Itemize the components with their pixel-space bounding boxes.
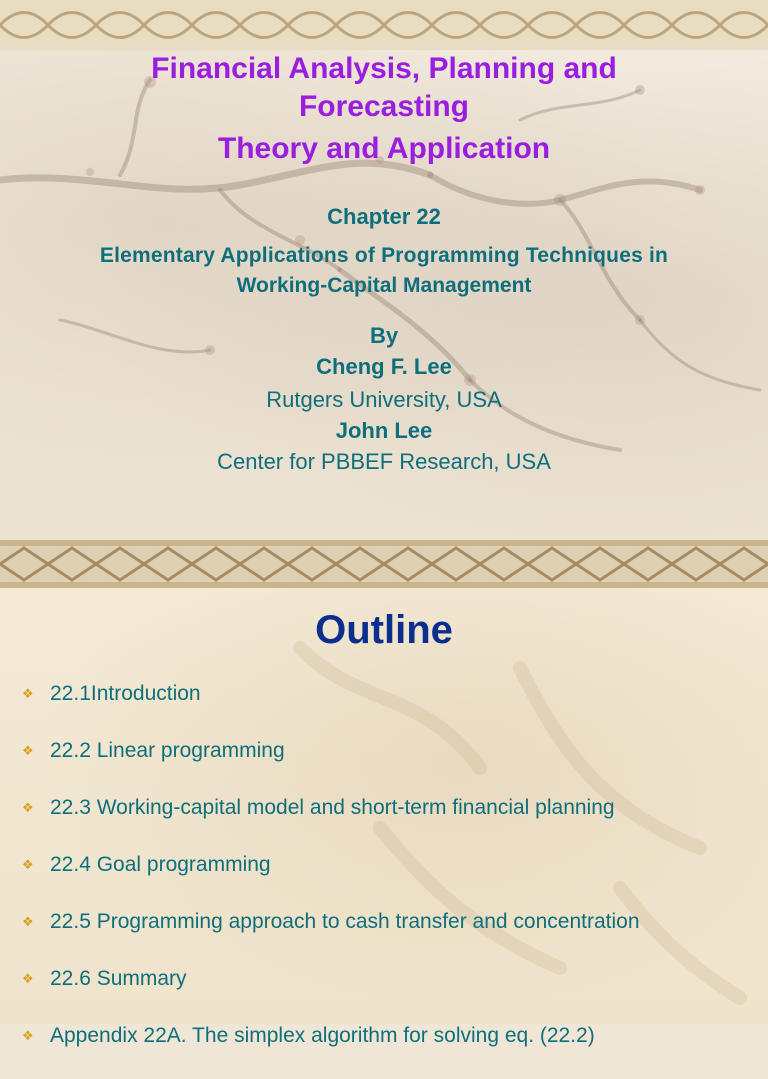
outline-heading: Outline — [315, 608, 453, 652]
diamond-bullet-icon: ❖ — [22, 686, 34, 701]
outline-list — [22, 680, 762, 1079]
diamond-bullet-icon: ❖ — [22, 971, 34, 986]
diamond-bullet-icon: ❖ — [22, 800, 34, 815]
outline-slide — [0, 588, 768, 1047]
diamond-bullet-icon: ❖ — [22, 743, 34, 758]
chapter-subtitle-line-1: Elementary Applications of Programming Techniques in — [99, 244, 669, 267]
outline-item-text: 22.4 Goal programming — [50, 853, 271, 876]
diamond-bullet-icon: ❖ — [22, 914, 34, 929]
outline-item-text: 22.1Introduction — [50, 682, 201, 705]
diamond-bullet-icon: ❖ — [22, 857, 34, 872]
slide-title-line-1: Financial Analysis, Planning and — [151, 52, 617, 85]
list-item — [22, 851, 762, 908]
outline-item-text: Appendix 22A. The simplex algorithm for solving eq. (22.2) — [50, 1024, 595, 1047]
outline-item-text: 22.5 Programming approach to cash transfer and concentration — [50, 910, 640, 933]
decorative-top-border — [0, 0, 768, 50]
outline-item-text: 22.3 Working-capital model and short-term financial planning — [50, 796, 615, 819]
slide-title-line-2: Forecasting — [298, 90, 470, 123]
list-item — [22, 680, 762, 737]
by-label: By — [369, 323, 399, 348]
chapter-label: Chapter 22 — [327, 204, 441, 229]
diamond-bullet-icon: ❖ — [22, 1028, 34, 1043]
author-name: John Lee — [335, 418, 433, 443]
slide-title-line-3: Theory and Application — [217, 132, 551, 165]
list-item — [22, 1022, 762, 1079]
list-item — [22, 794, 762, 851]
author-affiliation: Rutgers University, USA — [266, 387, 502, 412]
list-item — [22, 908, 762, 965]
list-item — [22, 965, 762, 1022]
author-affiliation: Center for PBBEF Research, USA — [217, 449, 551, 474]
list-item — [22, 737, 762, 794]
chapter-subtitle-line-2: Working-Capital Management — [236, 274, 532, 297]
decorative-divider-border — [0, 540, 768, 588]
outline-item-text: 22.6 Summary — [50, 967, 187, 990]
outline-item-text: 22.2 Linear programming — [50, 739, 285, 762]
author-name: Cheng F. Lee — [316, 354, 452, 379]
